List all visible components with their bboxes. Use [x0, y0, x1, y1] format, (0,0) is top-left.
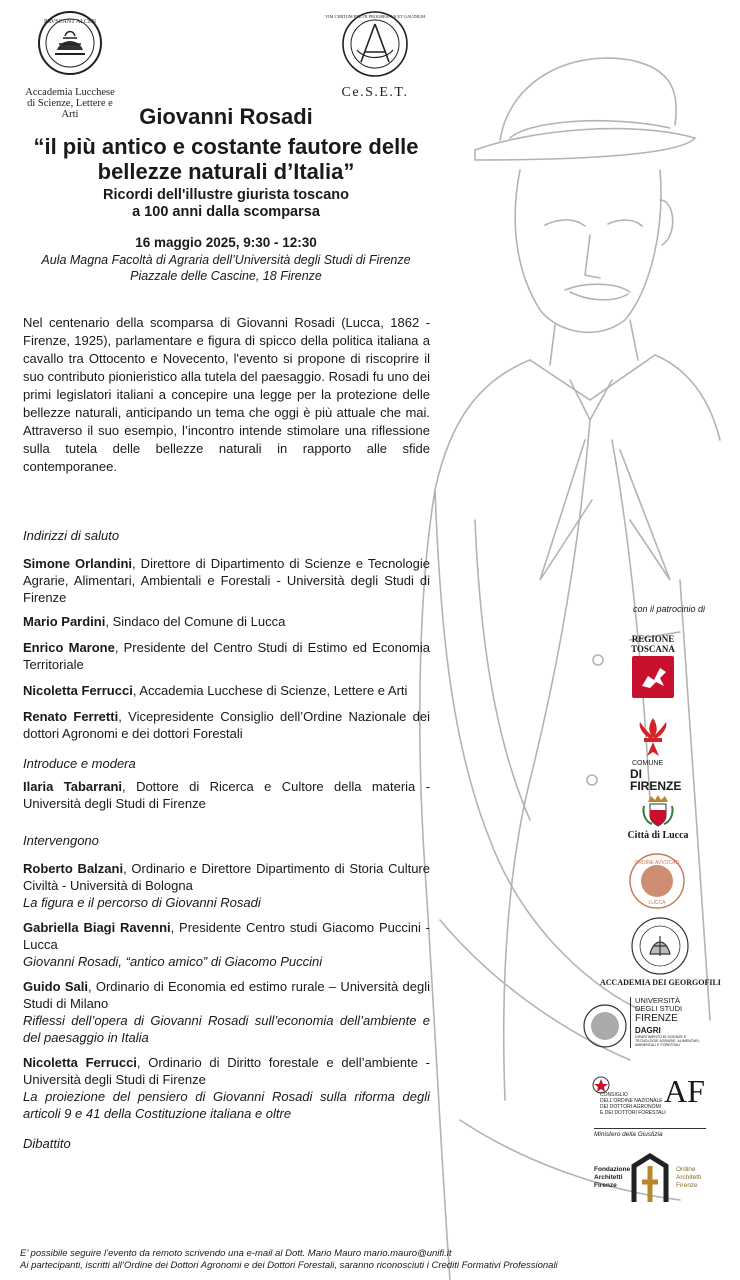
firenze-label-1: COMUNE: [632, 760, 664, 767]
ordine-avvocati-lucca-logo: [628, 852, 690, 910]
talk-title: La proiezione del pensiero di Giovanni Rosadi sulla riforma degli articoli 9 e 41 della Costituzione italiana e oltre: [23, 1089, 430, 1121]
section-debate: Dibattito: [23, 1136, 71, 1151]
talk-title: La figura e il percorso di Giovanni Rosadi: [23, 895, 261, 910]
lucca-crest-icon: [640, 794, 676, 828]
page-title: Giovanni Rosadi: [139, 104, 313, 129]
avvocati-label-2: LUCCA: [648, 900, 666, 906]
section-moderator: Introduce e modera: [23, 756, 136, 771]
ceset-logo: [324, 10, 426, 101]
greeting-entry: [23, 682, 430, 699]
event-subtitle-2: a 100 anni dalla scomparsa: [132, 204, 320, 220]
left-logo-caption-1: Accademia Lucchese: [25, 87, 115, 98]
speaker-name: Simone Orlandini: [23, 556, 133, 571]
comune-firenze-logo: [630, 714, 690, 792]
event-subtitle-1: Ricordi dell'illustre giurista toscano: [103, 187, 349, 203]
talk-title: Giovanni Rosadi, “antico amico” di Giacomo Puccini: [23, 954, 323, 969]
ministero-label: Ministero della Giustizia: [594, 1128, 706, 1138]
footer-notes: [20, 1248, 710, 1272]
unifi-label-2: DEGLI STUDI: [635, 1004, 683, 1013]
avvocati-seal-icon: [628, 852, 686, 910]
accademia-lucchese-seal-icon: [37, 10, 103, 76]
speaker-entry: [23, 1054, 430, 1122]
program: [23, 527, 430, 1152]
speaker-role: , Ordinario e Direttore Dipartimento di Storia Culture Civiltà - Università di Bologna: [23, 861, 430, 893]
event-venue-1: Aula Magna Facoltà di Agraria dell’Università degli Studi di Firenze: [41, 253, 411, 267]
talk-title: Riflessi dell’opera di Giovanni Rosadi sull’economia dell’ambiente e del paesaggio in Italia: [23, 1013, 430, 1045]
giglio-icon: [630, 714, 676, 760]
speaker-name: Nicoletta Ferrucci: [23, 1055, 137, 1070]
speaker-entry: [23, 860, 430, 911]
speaker-role: , Ordinario di Economia ed estimo rurale – Università degli Studi di Milano: [23, 979, 430, 1011]
greeting-entry: [23, 613, 430, 630]
speaker-name: Renato Ferretti: [23, 709, 119, 724]
unifi-label-3: FIRENZE: [635, 1013, 678, 1024]
firenze-label-2: DI FIRENZE: [630, 767, 682, 793]
georgofili-label: ACCADEMIA DEI GEORGOFILI: [600, 978, 721, 987]
dagri-label: DAGRI: [635, 1026, 661, 1035]
patronage-title: con il patrocinio di: [632, 604, 706, 614]
ceset-seal-icon: [324, 10, 426, 78]
regione-label-2: TOSCANA: [631, 644, 675, 654]
conaf-mark: AF: [664, 1073, 705, 1109]
right-seal-text: VIM CERTUM PRETII PROGRESSUS ET GAUDIUM: [324, 14, 426, 19]
speaker-name: Roberto Balzani: [23, 861, 124, 876]
conaf-label-3: DEI DOTTORI AGRONOMI: [600, 1104, 662, 1110]
greeting-entry: [23, 555, 430, 606]
speaker-role: , Presidente Centro studi Giacomo Puccini - Lucca: [23, 920, 430, 952]
speaker-role: , Ordinario di Diritto forestale e dell’ambiente - Università degli Studi di Firenze: [23, 1055, 430, 1087]
citta-lucca-logo: [608, 794, 708, 841]
left-logo-caption-2: di Scienze, Lettere e Arti: [27, 98, 113, 120]
moderator-entry: [23, 778, 430, 812]
speaker-role: , Sindaco del Comune di Lucca: [105, 614, 286, 629]
avvocati-label-1: ORDINE AVVOCATI: [634, 860, 680, 866]
event-header: [20, 104, 432, 284]
conaf-label-2: DELL'ORDINE NAZIONALE: [600, 1098, 663, 1104]
georgofili-seal-icon: [630, 916, 690, 976]
conaf-label-4: E DEI DOTTORI FORESTALI: [600, 1110, 666, 1116]
regione-toscana-logo: [630, 634, 740, 700]
speaker-name: Guido Sali: [23, 979, 88, 994]
event-venue-2: Piazzale delle Cascine, 18 Firenze: [130, 269, 322, 283]
speaker-role: , Direttore di Dipartimento di Scienze e Tecnologie Agrarie, Alimentari, Ambientali e Forestali - Università degli Studi di Firenze: [23, 556, 431, 605]
event-date: 16 maggio 2025, 9:30 - 12:30: [135, 235, 317, 250]
section-greetings: Indirizzi di saluto: [23, 528, 120, 543]
fondazione-label-1: Fondazione: [594, 1166, 631, 1173]
footer-remote-note: E’ possibile seguire l’evento da remoto scrivendo una e-mail al Dott. Mario Mauro mario.mauro@unifi.it: [20, 1248, 452, 1259]
speaker-entry: [23, 919, 430, 970]
left-seal-text: PRVSCANT ALCEN: [44, 19, 96, 25]
speaker-role: , Dottore di Ricerca e Cultore della materia - Università degli Studi di Firenze: [23, 779, 430, 811]
greeting-entry: [23, 639, 430, 673]
ordine-arch-label-2: Architetti: [676, 1174, 702, 1181]
speaker-role: , Vicepresidente Consiglio dell’Ordine Nazionale dei dottori Agronomi e dei dottori Forestali: [23, 709, 430, 741]
fondazione-label-2: Architetti: [594, 1174, 623, 1181]
speaker-entry: [23, 978, 430, 1046]
section-speakers: Intervengono: [23, 833, 99, 848]
unifi-seal-icon: [582, 1003, 628, 1049]
regione-label-1: REGIONE: [631, 634, 675, 644]
dagri-sub-label: DIPARTIMENTO DI SCIENZE E TECNOLOGIE AGRARIE, ALIMENTARI, AMBIENTALI E FORESTALI: [635, 1035, 700, 1048]
speaker-role: , Accademia Lucchese di Scienze, Lettere e Arti: [132, 683, 408, 698]
conaf-label-1: CONSIGLIO: [600, 1092, 628, 1098]
speaker-name: Nicoletta Ferrucci: [23, 683, 133, 698]
architetti-mark-icon: [626, 1152, 674, 1204]
footer-credits-note: Ai partecipanti, iscritti all’Ordine dei Dottori Agronomi e dei Dottori Forestali, saranno riconosciuti i Crediti Formativi Professionali: [20, 1260, 558, 1271]
pegasus-icon: [630, 654, 676, 700]
ordine-arch-label-3: Firenze: [676, 1182, 698, 1189]
speaker-name: Ilaria Tabarrani: [23, 779, 123, 794]
speaker-name: Enrico Marone: [23, 640, 115, 655]
lucca-label: Città di Lucca: [627, 830, 689, 841]
ceset-caption: Ce.S.E.T.: [341, 85, 409, 100]
speaker-name: Mario Pardini: [23, 614, 106, 629]
georgofili-logo: [600, 916, 720, 987]
speaker-role: , Presidente del Centro Studi di Estimo ed Economia Territoriale: [23, 640, 430, 672]
speaker-name: Gabriella Biagi Ravenni: [23, 920, 171, 935]
unifi-label-1: UNIVERSITÀ: [635, 996, 681, 1005]
ordine-arch-label-1: Ordine: [676, 1166, 696, 1173]
greeting-entry: [23, 708, 430, 742]
intro-paragraph: Nel centenario della scomparsa di Giovanni Rosadi (Lucca, 1862 - Firenze, 1925), parlamentare e figura di spicco della politica italiana a cavallo tra Ottocento e Novecento, l'evento si propone di riscoprire il suo contributo pionieristico alla tutela del paesaggio. Rosadi fu uno dei primi legislatori italiani a concepire una legge per la protezione delle bellezze naturali, anticipando un tema che oggi è più attuale che mai. Attraverso il suo esempio, l’incontro intende stimolare una riflessione sulla tutela delle bellezze naturali in rapporto alle sfide contemporanee.: [23, 315, 430, 474]
event-quote: “il più antico e costante fautore delle bellezze naturali d’Italia”: [33, 134, 419, 184]
fondazione-label-3: Firenze: [594, 1182, 617, 1189]
